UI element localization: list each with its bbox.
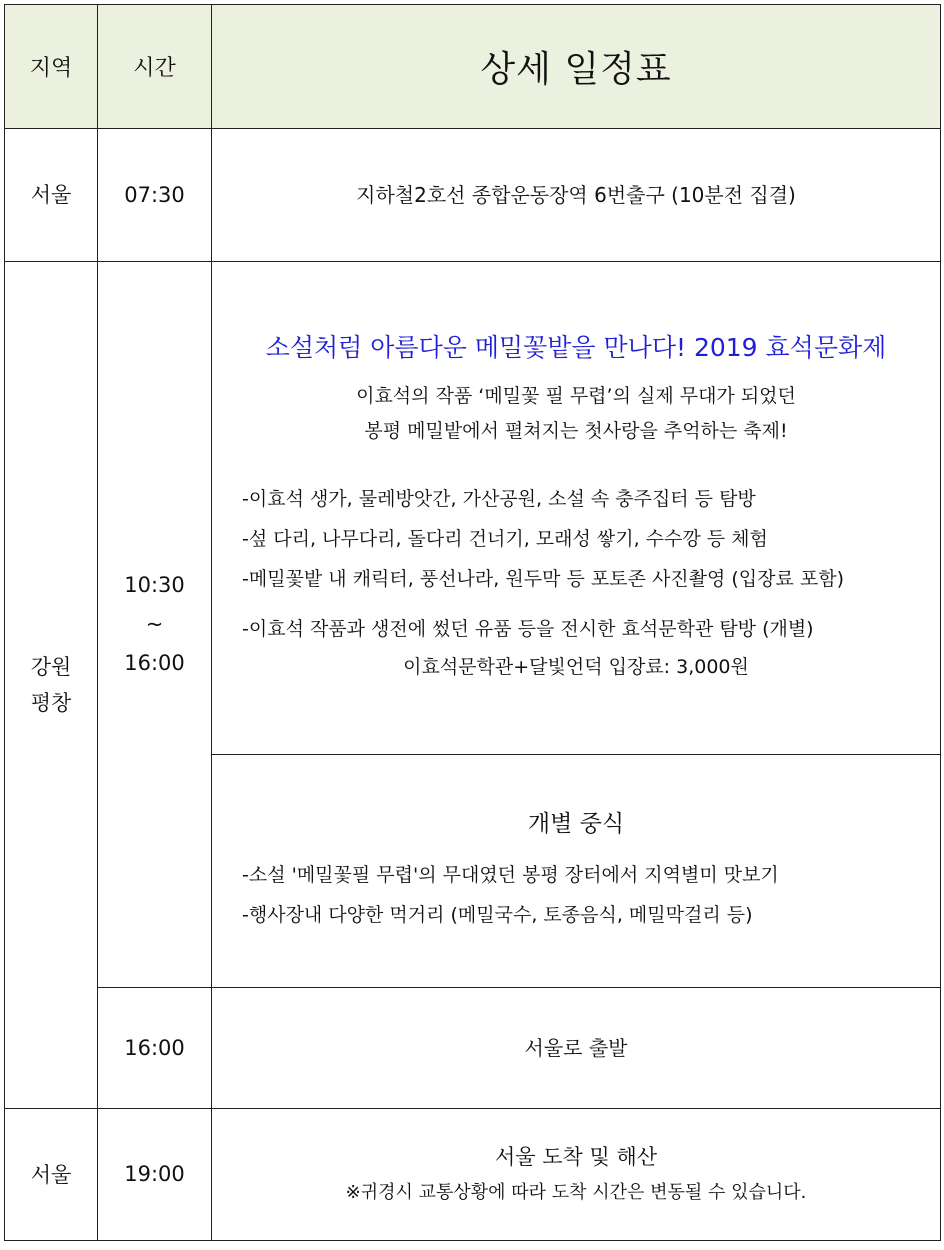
content-cell: 지하철2호선 종합운동장역 6번출구 (10분전 집결) <box>212 129 941 262</box>
festival-desc-1: 이효석의 작품 ‘메밀꽃 필 무렵’의 실제 무대가 되었던 <box>356 385 796 407</box>
lunch-title: 개별 중식 <box>527 811 625 837</box>
list-item: -이효석 생가, 물레방앗간, 가산공원, 소설 속 충주집터 등 탐방 <box>242 488 756 510</box>
schedule-table <box>4 4 941 1241</box>
time-cell: 16:00 <box>98 988 212 1109</box>
header-title: 상세 일정표 <box>212 5 941 129</box>
list-item: -메밀꽃밭 내 캐릭터, 풍선나라, 원두막 등 포토존 사진촬영 (입장료 포함) <box>242 568 845 590</box>
note-text: ※귀경시 교통상황에 따라 도착 시간은 변동될 수 있습니다. <box>345 1181 807 1203</box>
header-region: 지역 <box>5 5 98 129</box>
time-cell: 07:30 <box>98 129 212 262</box>
row-seoul-depart <box>5 129 941 262</box>
fee-line: 이효석문학관+달빛언덕 입장료: 3,000원 <box>403 656 749 678</box>
content-cell: 서울 도착 및 해산 ※귀경시 교통상황에 따라 도착 시간은 변동될 수 있습니다. <box>212 1109 941 1241</box>
festival-cell <box>212 262 941 755</box>
header-row <box>5 5 941 129</box>
region-cell-gangwon: 강원 평창 <box>5 262 98 1109</box>
time-cell: 19:00 <box>98 1109 212 1241</box>
festival-bullets <box>212 479 940 649</box>
region-cell: 서울 <box>5 129 98 262</box>
list-item: -행사장내 다양한 먹거리 (메밀국수, 토종음식, 메밀막걸리 등) <box>242 904 753 926</box>
row-seoul-arrive <box>5 1109 941 1241</box>
region-cell: 서울 <box>5 1109 98 1241</box>
lunch-bullets <box>212 855 940 935</box>
time-cell-range: 10:30 ~ 16:00 <box>98 262 212 988</box>
lunch-cell <box>212 755 941 988</box>
festival-desc-2: 봉평 메밀밭에서 펼쳐지는 첫사랑을 추억하는 축제! <box>364 420 788 442</box>
festival-title: 소설처럼 아름다운 메밀꽃밭을 만나다! 2019 효석문화제 <box>265 333 887 362</box>
header-time: 시간 <box>98 5 212 129</box>
row-festival <box>5 262 941 755</box>
content-cell: 서울로 출발 <box>212 988 941 1109</box>
list-item: -섶 다리, 나무다리, 돌다리 건너기, 모래성 쌓기, 수수깡 등 체험 <box>242 528 768 550</box>
list-item: -소설 '메밀꽃필 무렵'의 무대였던 봉평 장터에서 지역별미 맛보기 <box>242 864 779 886</box>
row-depart <box>5 988 941 1109</box>
list-item: -이효석 작품과 생전에 썼던 유품 등을 전시한 효석문학관 탐방 (개별) <box>242 618 814 640</box>
